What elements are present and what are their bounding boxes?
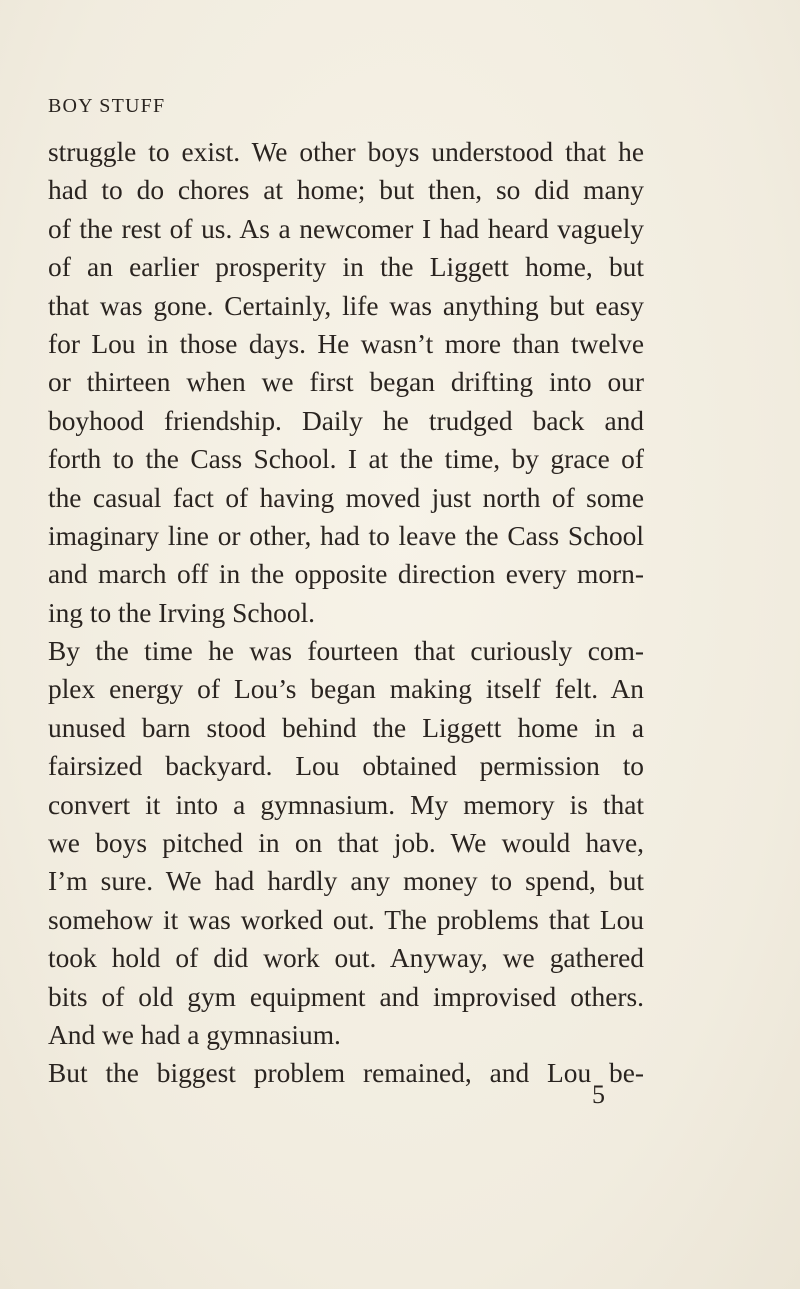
text-line: that was gone. Certainly, life was anything but easy <box>48 290 644 321</box>
text-line-indented: By the time he was fourteen that curiously com- <box>48 636 644 667</box>
text-line: bits of old gym equipment and improvised others. <box>48 981 644 1012</box>
text-line: we boys pitched in on that job. We would have, <box>48 828 644 859</box>
text-line: forth to the Cass School. I at the time, by grace of <box>48 444 644 475</box>
running-head: BOY STUFF <box>48 95 166 117</box>
text-line: the casual fact of having moved just north of some <box>48 482 644 513</box>
text-line: plex energy of Lou’s began making itself felt. An <box>48 674 644 705</box>
text-line: And we had a gymnasium. <box>48 1019 341 1050</box>
text-line: I’m sure. We had hardly any money to spend, but <box>48 866 644 897</box>
text-line: of the rest of us. As a newcomer I had heard vaguely <box>48 213 644 244</box>
text-line: unused barn stood behind the Liggett home in a <box>48 712 644 743</box>
body-text <box>48 133 644 1093</box>
text-line: fairsized backyard. Lou obtained permission to <box>48 751 644 782</box>
text-line: had to do chores at home; but then, so did many <box>48 175 644 206</box>
text-line-indented: But the biggest problem remained, and Lou be- <box>48 1058 644 1089</box>
text-line: ing to the Irving School. <box>48 597 316 628</box>
text-line: convert it into a gymnasium. My memory is that <box>48 789 644 820</box>
text-line: and march off in the opposite direction every morn- <box>48 559 644 590</box>
text-line: of an earlier prosperity in the Liggett home, but <box>48 252 644 283</box>
text-line: or thirteen when we first began drifting into our <box>48 367 644 398</box>
text-line: struggle to exist. We other boys understood that he <box>48 137 644 167</box>
text-line: for Lou in those days. He wasn’t more than twelve <box>48 328 644 359</box>
page-number: 5 <box>592 1080 605 1109</box>
text-line: took hold of did work out. Anyway, we gathered <box>48 943 644 974</box>
text-line: somehow it was worked out. The problems that Lou <box>48 904 644 935</box>
text-line: boyhood friendship. Daily he trudged back and <box>48 405 644 436</box>
text-line: imaginary line or other, had to leave the Cass School <box>48 520 644 551</box>
